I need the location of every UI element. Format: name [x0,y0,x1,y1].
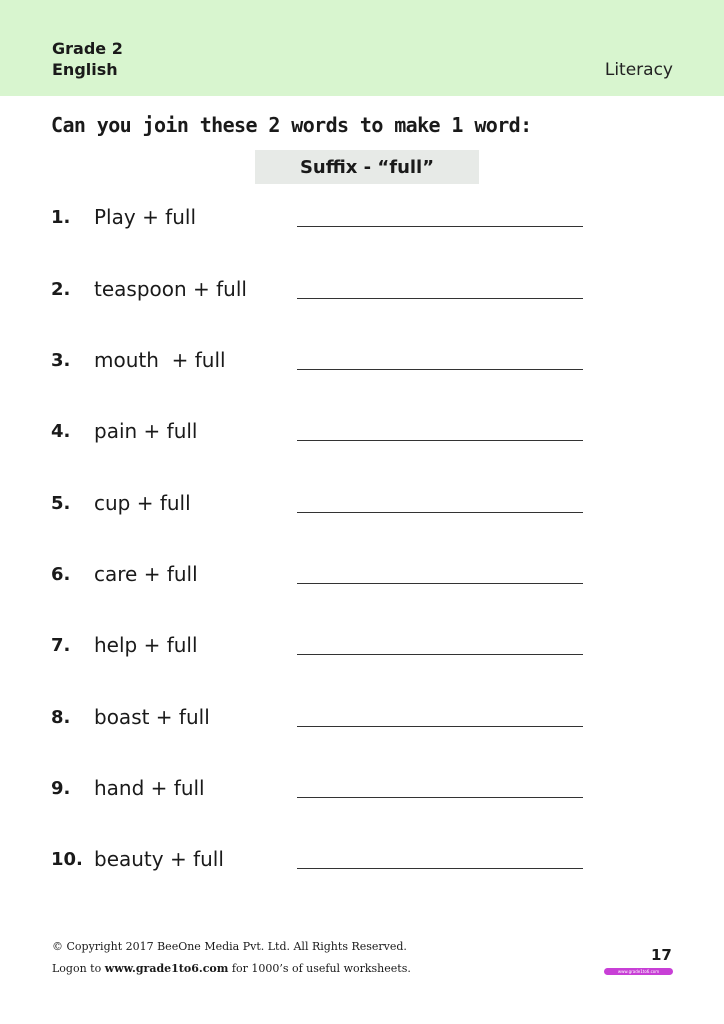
item-number: 9. [51,778,71,799]
exercise-row [0,563,724,603]
answer-line[interactable] [297,654,583,655]
item-words: pain + full [94,419,198,443]
website-link[interactable]: www.grade1to6.com [104,962,229,975]
item-number: 7. [51,635,71,656]
logon-prefix: Logon to [52,962,105,975]
instruction-heading: Can you join these 2 words to make 1 word: [51,113,532,137]
exercise-row [0,492,724,532]
suffix-box [255,150,479,184]
item-number: 1. [51,207,71,228]
website-pill: www.grade1to6.com [604,968,673,975]
answer-line[interactable] [297,226,583,227]
logon-text [52,962,411,975]
logon-suffix: for 1000’s of useful worksheets. [228,962,411,975]
exercise-row [0,848,724,888]
grade-label: Grade 2 [52,39,123,58]
item-words: care + full [94,562,198,586]
exercise-row [0,420,724,460]
item-words: boast + full [94,705,210,729]
item-number: 3. [51,350,71,371]
exercise-row [0,634,724,674]
item-words: help + full [94,633,198,657]
item-number: 10. [51,849,83,870]
item-words: Play + full [94,205,197,229]
item-number: 2. [51,279,71,300]
copyright-text: © Copyright 2017 BeeOne Media Pvt. Ltd. All Rights Reserved. [52,940,407,953]
answer-line[interactable] [297,298,583,299]
answer-line[interactable] [297,440,583,441]
item-number: 8. [51,707,71,728]
answer-line[interactable] [297,512,583,513]
item-words: cup + full [94,491,191,515]
answer-line[interactable] [297,726,583,727]
item-words: beauty + full [94,847,224,871]
exercise-row [0,706,724,746]
category-label: Literacy [604,60,673,80]
item-number: 6. [51,564,71,585]
item-words: mouth + full [94,348,226,372]
answer-line[interactable] [297,868,583,869]
item-number: 4. [51,421,71,442]
header-banner [0,0,724,96]
exercise-row [0,278,724,318]
exercise-row [0,206,724,246]
subject-label: English [52,60,118,79]
exercise-row [0,777,724,817]
page-number: 17 [651,946,672,964]
item-words: teaspoon + full [94,277,247,301]
exercise-row [0,349,724,389]
answer-line[interactable] [297,369,583,370]
answer-line[interactable] [297,583,583,584]
item-number: 5. [51,493,71,514]
suffix-label: Suffix - “full” [299,156,435,178]
answer-line[interactable] [297,797,583,798]
item-words: hand + full [94,776,205,800]
